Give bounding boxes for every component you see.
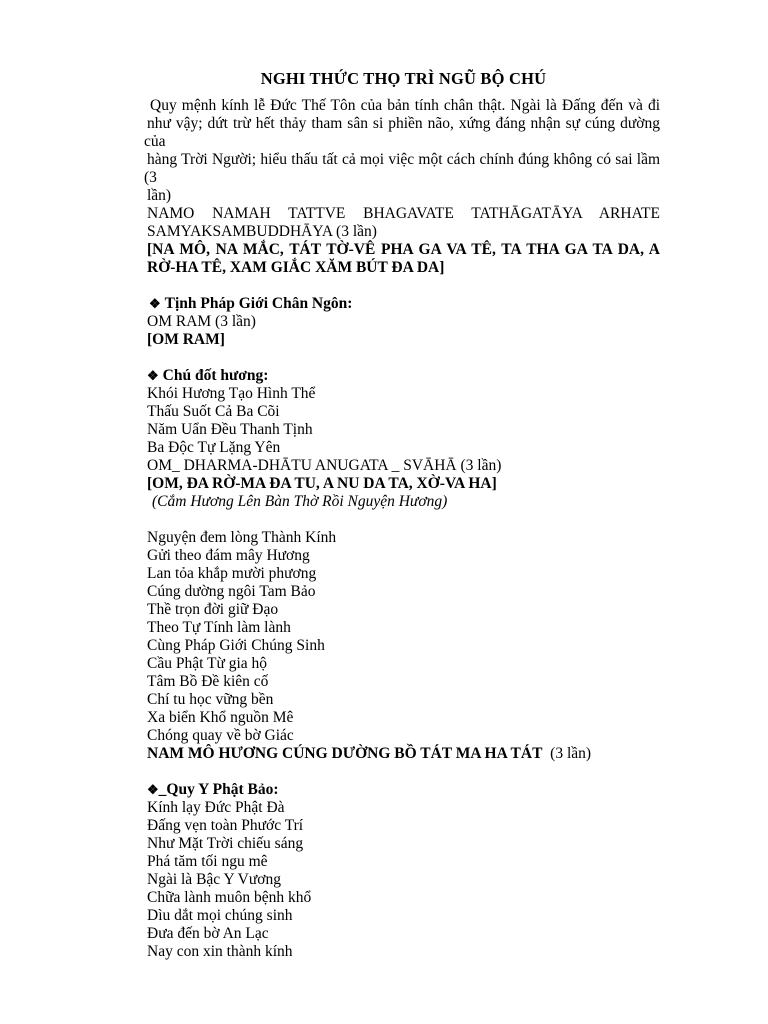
verse-line: Phá tăm tối ngu mê bbox=[147, 853, 268, 870]
verse-line: Khói Hương Tạo Hình Thể bbox=[147, 385, 316, 402]
verse-line: Cúng dường ngôi Tam Bảo bbox=[147, 583, 316, 600]
verse-line: Chí tu học vững bền bbox=[147, 691, 274, 708]
verse-line: Thấu Suốt Cả Ba Cõi bbox=[147, 403, 280, 420]
intro-line: lần) bbox=[147, 187, 172, 204]
mantra-line: OM_ DHARMA-DHĀTU ANUGATA _ SVĀHĀ (3 lần) bbox=[147, 457, 502, 474]
verse-line: Dìu dắt mọi chúng sinh bbox=[147, 907, 293, 924]
verse-line: Như Mặt Trời chiếu sáng bbox=[147, 835, 304, 852]
intro-line: Quy mệnh kính lễ Đức Thế Tôn của bản tính chân thật. Ngài là Đấng đến và đi bbox=[150, 97, 660, 114]
diamond-bullet-icon: ❖ bbox=[149, 296, 161, 311]
intro-line: hàng Trời Người; hiểu thấu tất cả mọi việc một cách chính đúng không có sai lầm (3 bbox=[144, 151, 660, 186]
verse-line: Chữa lành muôn bệnh khổ bbox=[147, 889, 312, 906]
closing-invocation: NAM MÔ HƯƠNG CÚNG DƯỜNG BỒ TÁT MA HA TÁT (3 lần) bbox=[147, 745, 592, 762]
verse-line: Cùng Pháp Giới Chúng Sinh bbox=[147, 637, 325, 654]
section-heading-tinh-phap-gioi: ❖ Tịnh Pháp Giới Chân Ngôn: bbox=[149, 295, 353, 312]
verse-line: Năm Uẩn Đều Thanh Tịnh bbox=[147, 421, 313, 438]
document-title: NGHI THỨC THỌ TRÌ NGŨ BỘ CHÚ bbox=[260, 69, 547, 88]
intro-paragraph bbox=[144, 97, 660, 205]
namo-viet-line: [NA MÔ, NA MẮC, TÁT TỜ-VÊ PHA GA VA TÊ, TA THA GA TA DA, A bbox=[147, 241, 660, 258]
instruction-note: (Cắm Hương Lên Bàn Thờ Rồi Nguyện Hương) bbox=[152, 493, 448, 510]
verse-line: Đấng vẹn toàn Phước Trí bbox=[147, 817, 304, 834]
verse-line: Ngài là Bậc Y Vương bbox=[147, 871, 281, 888]
namo-sanskrit-line: NAMO NAMAH TATTVE BHAGAVATE TATHĀGATĀYA ARHATE bbox=[147, 205, 660, 222]
verse-line: Kính lạy Đức Phật Đà bbox=[147, 799, 285, 816]
verse-line: Gửi theo đám mây Hương bbox=[147, 547, 310, 564]
verse-line: Lan tỏa khắp mười phương bbox=[147, 565, 317, 582]
nguyen-huong-verse bbox=[147, 529, 660, 745]
diamond-bullet-icon: ❖ bbox=[147, 782, 159, 797]
verse-line: Thề trọn đời giữ Đạo bbox=[147, 601, 279, 618]
verse-line: Chóng quay về bờ Giác bbox=[147, 727, 294, 744]
namo-viet-line: RỜ-HA TÊ, XAM GIẮC XĂM BÚT ĐA DA] bbox=[147, 259, 445, 276]
chu-dot-huong-verse bbox=[147, 385, 660, 457]
verse-line: Theo Tự Tính làm lành bbox=[147, 619, 291, 636]
section-heading-chu-dot-huong: ❖ Chú đốt hương: bbox=[147, 367, 269, 384]
verse-line: Cầu Phật Từ gia hộ bbox=[147, 655, 268, 672]
section-heading-quy-y-phat-bao: ❖_Quy Y Phật Bảo: bbox=[147, 781, 279, 798]
verse-line: Nguyện đem lòng Thành Kính bbox=[147, 529, 337, 546]
intro-line: như vậy; dứt trừ hết thảy tham sân si phiền não, xứng đáng nhận sự cúng dường của bbox=[144, 115, 660, 150]
verse-line: Tâm Bồ Đề kiên cố bbox=[147, 673, 269, 690]
verse-line: Nay con xin thành kính bbox=[147, 943, 293, 960]
quy-y-phat-bao-verse bbox=[147, 799, 660, 961]
diamond-bullet-icon: ❖ bbox=[147, 368, 159, 383]
mantra-line: OM RAM (3 lần) bbox=[147, 313, 256, 330]
verse-line: Xa biển Khổ nguồn Mê bbox=[147, 709, 294, 726]
namo-sanskrit-line: SAMYAKSAMBUDDHĀYA (3 lần) bbox=[147, 223, 377, 240]
verse-line: Ba Độc Tự Lặng Yên bbox=[147, 439, 281, 456]
mantra-viet-line: [OM, ĐA RỜ-MA ĐA TU, A NU DA TA, XỜ-VA HA] bbox=[147, 475, 497, 492]
mantra-viet-line: [OM RAM] bbox=[147, 331, 225, 348]
verse-line: Đưa đến bờ An Lạc bbox=[147, 925, 269, 942]
